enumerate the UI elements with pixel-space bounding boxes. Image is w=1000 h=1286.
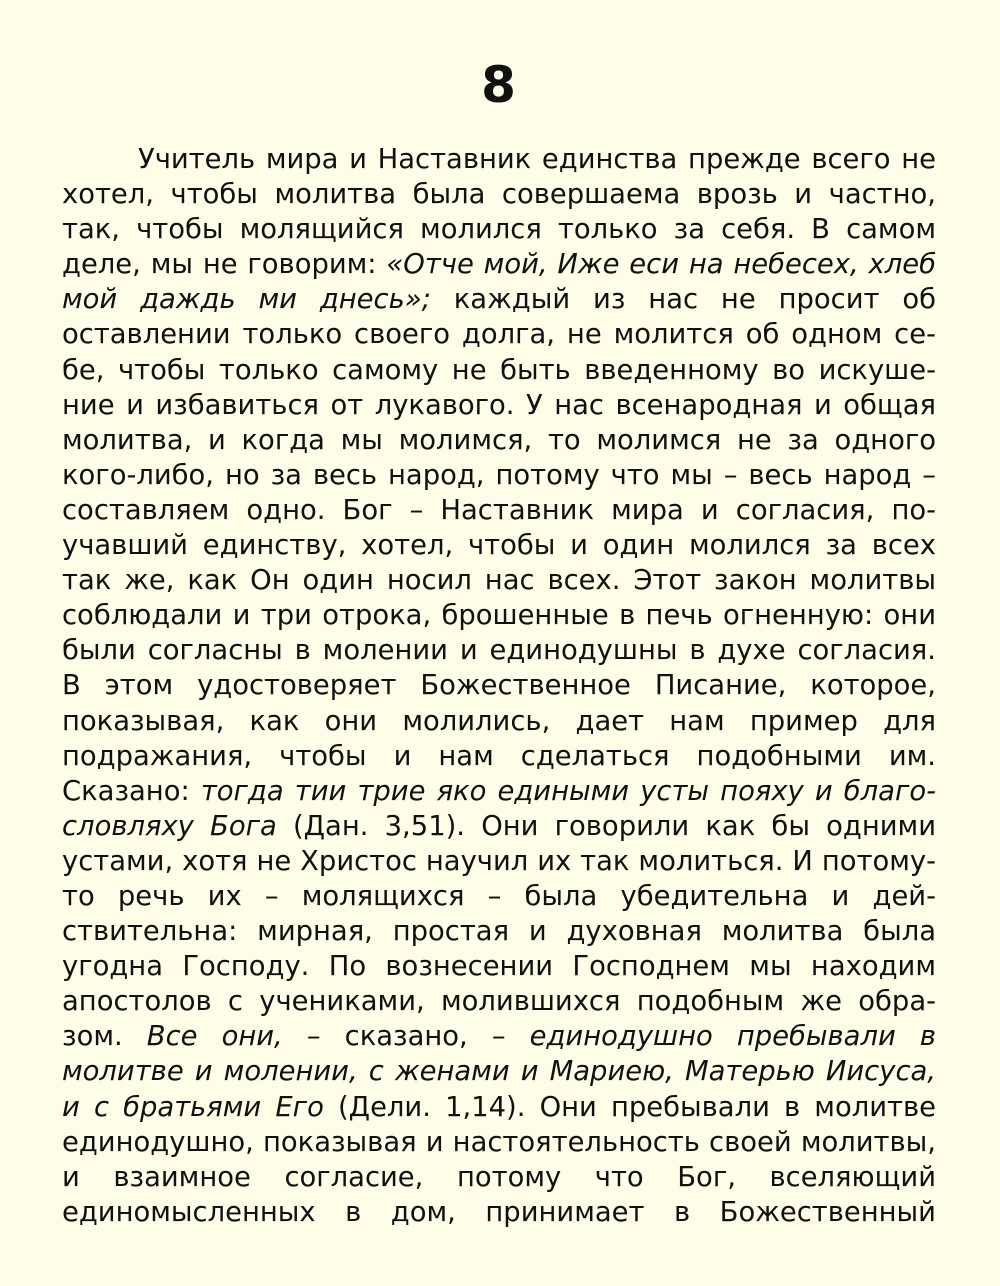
text-segment: (Дан. 3,51). Они говорили как бы одними устами, хотя не Христос научил их так молиться. И потому-то речь их – молящихся – была убедительна и действительна: мирная, простая и духовная молитва была угодна Господу. По вознесении Господнем мы находим апостолов с учениками, молившихся подобным же образом. <box>62 810 936 1053</box>
text-segment: (Дели. 1,14). Они пребывали в молитве единодушно, показывая и настоятельность своей молитвы, и взаимное согласие, потому что Бог, вселяющий единомысленных в дом, принимает в Божественный <box>62 1091 936 1228</box>
scripture-quote: Все они, <box>146 1021 283 1053</box>
scripture-quote: тогда тии трие яко едиными усты пояху и благословляху Бога <box>62 775 937 842</box>
text-segment: каждый из нас не просит об оставлении только своего долга, не молится об одном себе, чтобы только самому не быть введенному во искушение и избавиться от лукавого. У нас всенародная и общая молитва, и когда мы молимся, то молимся не за одного кого-либо, но за весь народ, потому что мы – весь народ – составляем одно. Бог – Наставник мира и согласия, поучавший единству, хотел, чтобы и один молился за всех так же, как Он один носил нас всех. Этот закон молитвы соблюдали и три отрока, брошенные в печь огненную: они были согласны в молении и единодушны в духе согласия. В этом удостоверяет Божественное Писание, которое, показывая, как они молились, дает нам пример для подражания, чтобы и нам сделаться подобными им. Сказано: <box>62 284 936 807</box>
scripture-quote: единодушно пребывали в молитве и молении, с женами и Мариею, Матерью Иисуса, и с братьями Его <box>62 1021 936 1123</box>
body-paragraph <box>62 142 936 1230</box>
text-segment: Учитель мира и Наставник единства прежде всего не хотел, чтобы молитва была совершаема врозь и частно, так, чтобы молящийся молился только за себя. В самом деле, мы не говорим: <box>62 144 936 281</box>
text-segment: – сказано, – <box>282 1021 530 1053</box>
chapter-number: 8 <box>481 56 517 114</box>
scripture-quote: «Отче мой, Иже еси на небесех, хлеб мой даждь ми днесь»; <box>62 249 936 316</box>
